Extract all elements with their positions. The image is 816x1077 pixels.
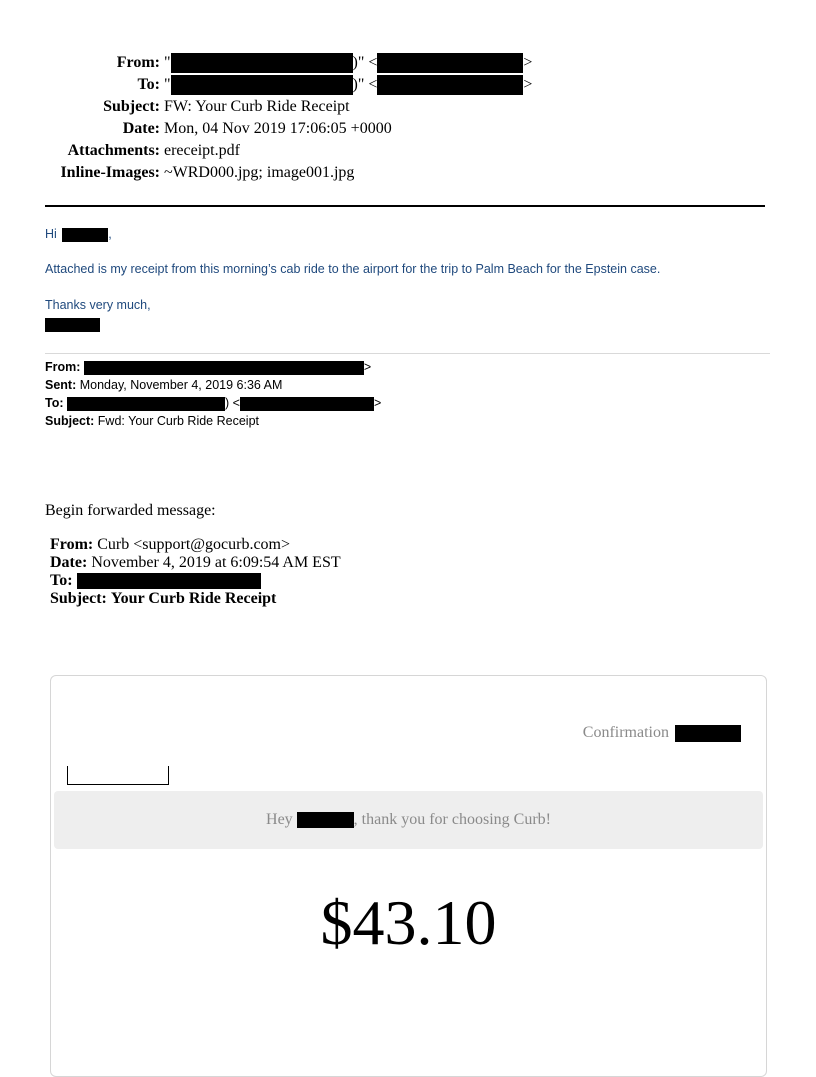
attachments-row	[0, 140, 816, 162]
date-label: Date:	[122, 120, 160, 137]
curb-subject-label: Subject:	[50, 590, 107, 607]
fwd-sent-label: Sent:	[45, 378, 77, 392]
from-row	[0, 52, 816, 74]
fwd-from-label: From:	[45, 360, 81, 374]
fwd-from-row: From: >	[45, 360, 372, 374]
greeting: Hi	[45, 227, 57, 241]
date-row	[0, 118, 816, 140]
inline-images-row	[0, 162, 816, 184]
redacted-email	[377, 53, 523, 73]
subject-value: FW: Your Curb Ride Receipt	[164, 98, 350, 115]
curb-date-value: November 4, 2019 at 6:09:54 AM EST	[91, 554, 341, 571]
fwd-subject-label: Subject:	[45, 414, 95, 428]
forward-divider	[45, 353, 770, 354]
attachment-link[interactable]: ereceipt.pdf	[164, 142, 240, 159]
curb-header	[50, 536, 341, 608]
redacted-rider-name	[297, 812, 354, 828]
forward-header	[45, 358, 381, 430]
fwd-sent-row	[45, 376, 381, 394]
receipt-card	[50, 675, 767, 1077]
header-divider	[45, 205, 765, 207]
fwd-subject-row	[45, 412, 381, 430]
fwd-to-label: To:	[45, 396, 64, 410]
redacted-name	[171, 53, 353, 73]
total-amount: $43.10	[320, 887, 497, 958]
confirmation-label: Confirmation	[582, 724, 669, 741]
fwd-sent-value: Monday, November 4, 2019 6:36 AM	[79, 378, 283, 392]
curb-to-label: To:	[50, 572, 73, 589]
fwd-to-row: To: ) < >	[45, 396, 382, 410]
redacted-name	[171, 75, 353, 95]
redacted-confirmation-number	[675, 725, 741, 742]
date-value: Mon, 04 Nov 2019 17:06:05 +0000	[164, 120, 392, 137]
curb-from-label: From:	[50, 536, 94, 553]
curb-logo-placeholder	[67, 766, 169, 785]
curb-from-row	[50, 536, 341, 554]
to-row	[0, 74, 816, 96]
begin-forwarded: Begin forwarded message:	[45, 502, 216, 519]
thanks-text: , thank you for choosing Curb!	[353, 811, 551, 828]
redacted-to-name	[67, 397, 225, 411]
attachments-label: Attachments:	[67, 142, 160, 159]
hey-text: Hey	[266, 811, 293, 828]
from-value: " )" < >	[164, 52, 532, 74]
signoff: Thanks very much,	[45, 298, 151, 312]
curb-date-row	[50, 554, 341, 572]
fwd-subject-value: Fwd: Your Curb Ride Receipt	[97, 414, 259, 428]
curb-from-value: Curb <support@gocurb.com>	[97, 536, 291, 553]
curb-date-label: Date:	[50, 554, 88, 571]
redacted-recipient	[62, 228, 108, 242]
greeting-line	[45, 227, 112, 242]
redacted-sender	[84, 361, 364, 375]
curb-to-row	[50, 572, 341, 590]
redacted-signature	[45, 318, 100, 332]
subject-row	[0, 96, 816, 118]
inline-images-value: ~WRD000.jpg; image001.jpg	[164, 164, 355, 181]
curb-subject-row	[50, 590, 341, 608]
confirmation	[583, 724, 741, 742]
redacted-email	[377, 75, 523, 95]
subject-label: Subject:	[103, 98, 160, 115]
email-header	[0, 52, 816, 184]
inline-images-label: Inline-Images:	[60, 164, 160, 181]
to-label: To:	[137, 76, 160, 93]
curb-subject-value: Your Curb Ride Receipt	[110, 590, 277, 607]
message-body: Attached is my receipt from this morning’s cab ride to the airport for the trip to Palm Beach for the Epstein case.	[45, 262, 661, 276]
greeting-banner	[54, 791, 763, 849]
greeting-comma: ,	[108, 227, 112, 241]
from-label: From:	[116, 54, 160, 71]
to-value: " )" < >	[164, 74, 532, 96]
redacted-to-email	[240, 397, 374, 411]
redacted-curb-to	[77, 573, 261, 589]
